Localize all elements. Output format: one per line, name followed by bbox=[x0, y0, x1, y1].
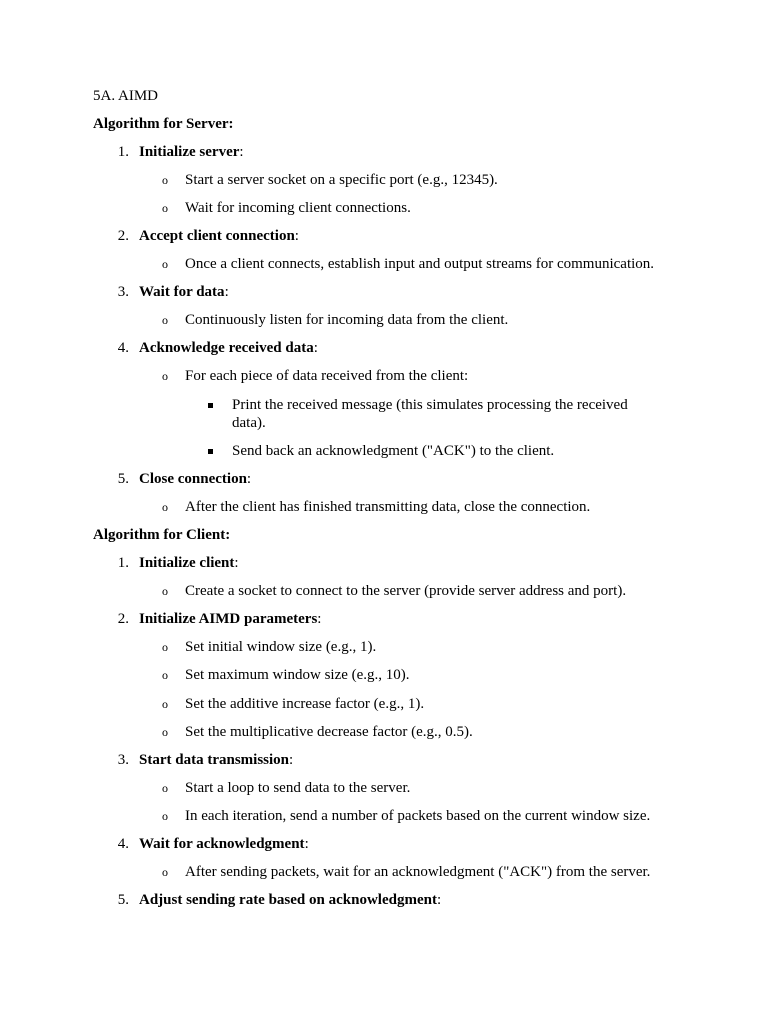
step-colon: : bbox=[436, 892, 442, 908]
sub-item-text: For each piece of data received from the client: bbox=[185, 368, 469, 384]
sub-item-text: Continuously listen for incoming data from the client. bbox=[185, 312, 509, 328]
step-colon: : bbox=[234, 555, 239, 571]
step-number: 2. bbox=[117, 611, 129, 627]
server-algorithm-heading: Algorithm for Server: bbox=[93, 116, 234, 132]
sub-item-text: Wait for incoming client connections. bbox=[185, 200, 411, 216]
sub-item-text: After sending packets, wait for an acknowledgment ("ACK") from the server. bbox=[185, 864, 651, 880]
square-bullet-icon bbox=[208, 449, 213, 454]
sub-item-text: In each iteration, send a number of packets based on the current window size. bbox=[185, 808, 651, 824]
circle-bullet-icon: o bbox=[162, 500, 168, 514]
step-label: Adjust sending rate based on acknowledgment bbox=[139, 892, 437, 908]
square-bullet-icon bbox=[208, 403, 213, 408]
circle-bullet-icon: o bbox=[162, 725, 168, 739]
step-colon: : bbox=[313, 340, 318, 356]
nested-sub-item-text: Send back an acknowledgment ("ACK") to the client. bbox=[232, 443, 555, 459]
circle-bullet-icon: o bbox=[162, 173, 168, 187]
step-number: 3. bbox=[117, 284, 129, 300]
circle-bullet-icon: o bbox=[162, 781, 168, 795]
circle-bullet-icon: o bbox=[162, 865, 168, 879]
nested-sub-item bbox=[208, 396, 648, 432]
step-label: Initialize client bbox=[139, 555, 235, 571]
nested-sub-item-text: Print the received message (this simulates processing the received data). bbox=[232, 397, 628, 431]
sub-item-text: After the client has finished transmitting data, close the connection. bbox=[185, 499, 591, 515]
circle-bullet-icon: o bbox=[162, 369, 168, 383]
step-colon: : bbox=[246, 471, 252, 487]
step-label: Initialize server bbox=[139, 144, 240, 160]
step-number: 5. bbox=[117, 471, 129, 487]
step-label: Start data transmission bbox=[139, 752, 290, 768]
nested-sub-item bbox=[208, 442, 648, 460]
step-number: 3. bbox=[117, 752, 129, 768]
step-number: 1. bbox=[117, 555, 129, 571]
sub-item-text: Set maximum window size (e.g., 10). bbox=[185, 667, 410, 683]
sub-item-text: Set the additive increase factor (e.g., 1). bbox=[185, 696, 425, 712]
step-colon: : bbox=[317, 611, 322, 627]
sub-item-text: Set the multiplicative decrease factor (e.g., 0.5). bbox=[185, 724, 473, 740]
circle-bullet-icon: o bbox=[162, 668, 168, 682]
step-colon: : bbox=[224, 284, 229, 300]
step-number: 4. bbox=[117, 340, 129, 356]
step-label: Close connection bbox=[139, 471, 247, 487]
step-label: Accept client connection bbox=[139, 228, 295, 244]
sub-item-text: Start a loop to send data to the server. bbox=[185, 780, 411, 796]
circle-bullet-icon: o bbox=[162, 584, 168, 598]
step-label: Wait for acknowledgment bbox=[139, 836, 305, 852]
document-title: 5A. AIMD bbox=[93, 88, 159, 104]
step-number: 1. bbox=[117, 144, 129, 160]
circle-bullet-icon: o bbox=[162, 201, 168, 215]
step-number: 2. bbox=[117, 228, 129, 244]
circle-bullet-icon: o bbox=[162, 313, 168, 327]
sub-item-text: Start a server socket on a specific port (e.g., 12345). bbox=[185, 172, 498, 188]
step-label: Initialize AIMD parameters bbox=[139, 611, 318, 627]
step-label: Wait for data bbox=[139, 284, 225, 300]
sub-item-text: Create a socket to connect to the server (provide server address and port). bbox=[185, 583, 627, 599]
step-colon: : bbox=[239, 144, 244, 160]
client-algorithm-heading: Algorithm for Client: bbox=[93, 527, 231, 543]
sub-item-text: Set initial window size (e.g., 1). bbox=[185, 639, 377, 655]
circle-bullet-icon: o bbox=[162, 257, 168, 271]
step-label: Acknowledge received data bbox=[139, 340, 314, 356]
circle-bullet-icon: o bbox=[162, 697, 168, 711]
step-colon: : bbox=[289, 752, 294, 768]
circle-bullet-icon: o bbox=[162, 809, 168, 823]
step-number: 5. bbox=[117, 892, 129, 908]
step-colon: : bbox=[304, 836, 309, 852]
circle-bullet-icon: o bbox=[162, 640, 168, 654]
step-colon: : bbox=[294, 228, 299, 244]
sub-item-text: Once a client connects, establish input and output streams for communication. bbox=[185, 256, 655, 272]
step-number: 4. bbox=[117, 836, 129, 852]
